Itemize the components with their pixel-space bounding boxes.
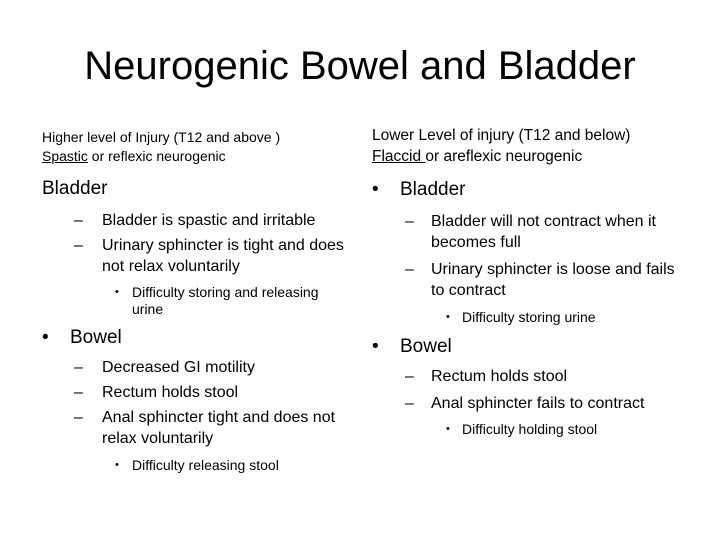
right-heading-underlined: Flaccid: [372, 148, 426, 165]
left-column: [42, 128, 352, 474]
right-bowel-subitem: • Difficulty holding stool: [446, 421, 598, 437]
left-bladder-item-2: – Urinary sphincter is tight and does not relax voluntarily: [74, 237, 344, 275]
bullet-icon: •: [446, 423, 450, 435]
left-heading-line1: Higher level of Injury (T12 and above ): [42, 129, 281, 145]
right-column: [372, 125, 692, 438]
left-bowel-label: • Bowel: [42, 327, 122, 348]
left-heading-underlined: Spastic: [42, 148, 88, 164]
dash-icon: –: [74, 384, 83, 401]
bullet-icon: •: [42, 327, 49, 348]
right-bladder-subitem: • Difficulty storing urine: [446, 309, 596, 325]
left-heading: [42, 128, 352, 166]
dash-icon: –: [74, 409, 83, 426]
right-heading: [372, 125, 692, 167]
dash-icon: –: [405, 368, 414, 385]
right-bowel-label: • Bowel: [372, 336, 452, 357]
dash-icon: –: [74, 212, 83, 229]
bullet-icon: •: [372, 179, 379, 200]
slide-title: Neurogenic Bowel and Bladder: [84, 44, 636, 88]
left-bowel-subitem: • Difficulty releasing stool: [115, 457, 279, 473]
bullet-icon: •: [115, 286, 119, 298]
right-bowel-item-2: – Anal sphincter fails to contract: [405, 395, 645, 412]
right-bowel-item-1: – Rectum holds stool: [405, 368, 568, 385]
dash-icon: –: [405, 261, 414, 278]
left-heading-rest: or reflexic neurogenic: [87, 148, 226, 164]
dash-icon: –: [74, 237, 83, 254]
right-bladder-label: • Bladder: [372, 179, 466, 200]
right-bladder-item-1: – Bladder will not contract when it becomes full: [405, 213, 656, 251]
left-bowel-item-3: – Anal sphincter tight and does not relax voluntarily: [74, 409, 336, 447]
dash-icon: –: [405, 213, 414, 230]
left-bowel-item-2: – Rectum holds stool: [74, 384, 239, 401]
right-bladder-item-2: – Urinary sphincter is loose and fails to contract: [405, 261, 675, 299]
right-heading-line1: Lower Level of injury (T12 and below): [372, 127, 631, 144]
dash-icon: –: [74, 359, 83, 376]
bullet-icon: •: [115, 459, 119, 471]
left-bladder-subitem: • Difficulty storing and releasing urine: [115, 284, 319, 317]
bullet-icon: •: [446, 311, 450, 323]
dash-icon: –: [405, 395, 414, 412]
left-bladder-label: Bladder: [42, 178, 108, 199]
right-heading-rest: or areflexic neurogenic: [425, 148, 583, 165]
bullet-icon: •: [372, 336, 379, 357]
left-bowel-item-1: – Decreased GI motility: [74, 359, 255, 376]
left-bladder-item-1: – Bladder is spastic and irritable: [74, 212, 316, 229]
